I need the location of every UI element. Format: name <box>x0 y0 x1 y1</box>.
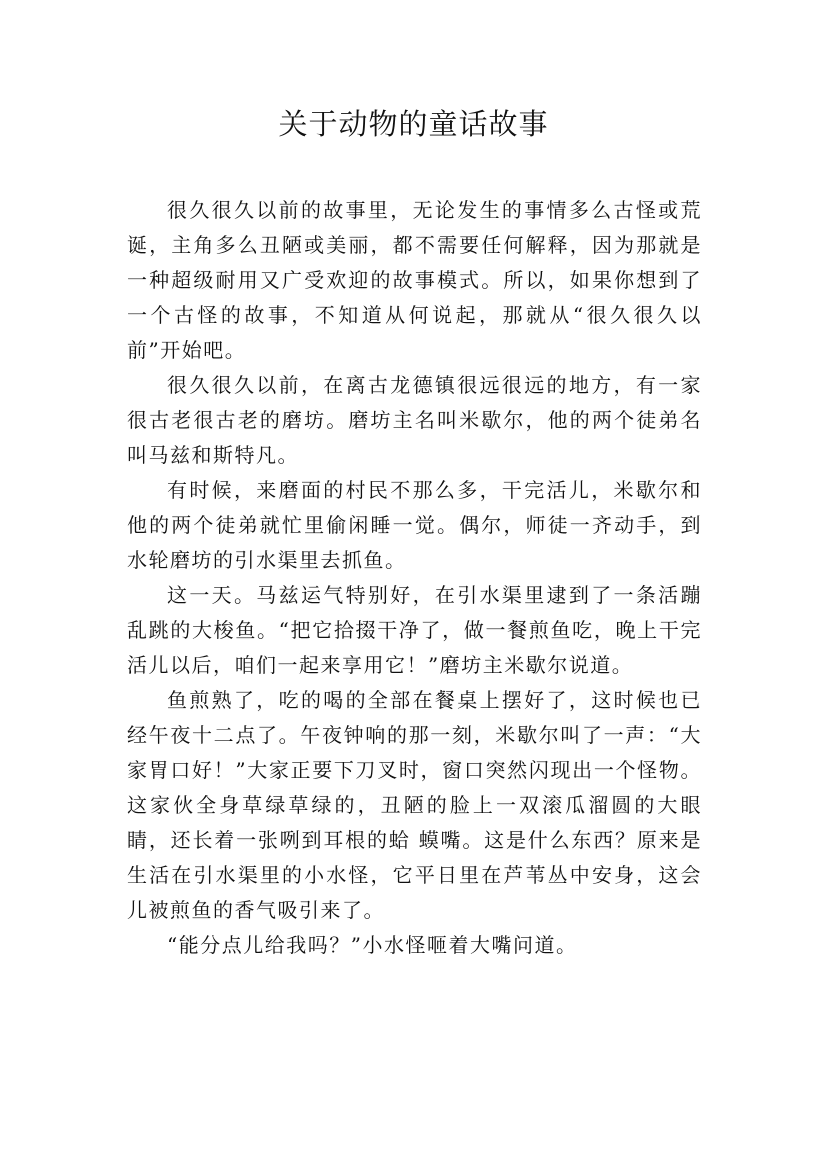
document-body <box>127 193 702 963</box>
paragraph: 有时候，来磨面的村民不那么多，干完活儿，米歇尔和他的两个徒弟就忙里偷闲睡一觉。偶尔，师徒一齐动手，到水轮磨坊的引水渠里去抓鱼。 <box>127 478 702 572</box>
document-title: 关于动物的童话故事 <box>278 107 549 141</box>
paragraph: 鱼煎熟了，吃的喝的全部在餐桌上摆好了，这时候也已经午夜十二点了。午夜钟响的那一刻，米歇尔叫了一声：“大家胃口好！”大家正要下刀叉时，窗口突然闪现出一个怪物。这家伙全身草绿草绿的，丑陋的脸上一双滚瓜溜圆的大眼睛，还长着一张咧到耳根的蛤 蟆嘴。这是什么东西？原来是生活在引水渠里的小水怪，它平日里在芦苇丛中安身，这会儿被煎鱼的香气吸引来了。 <box>127 688 702 922</box>
paragraph: 这一天。马兹运气特别好，在引水渠里逮到了一条活蹦乱跳的大梭鱼。“把它拾掇干净了，做一餐煎鱼吃，晚上干完活儿以后，咱们一起来享用它！”磨坊主米歇尔说道。 <box>127 583 702 677</box>
paragraph: 很久很久以前，在离古龙德镇很远很远的地方，有一家很古老很古老的磨坊。磨坊主名叫米歇尔，他的两个徒弟名叫马兹和斯特凡。 <box>127 373 702 467</box>
paragraph: “能分点儿给我吗？”小水怪咂着大嘴问道。 <box>167 933 578 957</box>
paragraph: 很久很久以前的故事里，无论发生的事情多么古怪或荒诞，主角多么丑陋或美丽，都不需要任何解释，因为那就是一种超级耐用又广受欢迎的故事模式。所以，如果你想到了一个古怪的故事，不知道从何说起，那就从“很久很久以前”开始吧。 <box>127 198 702 362</box>
